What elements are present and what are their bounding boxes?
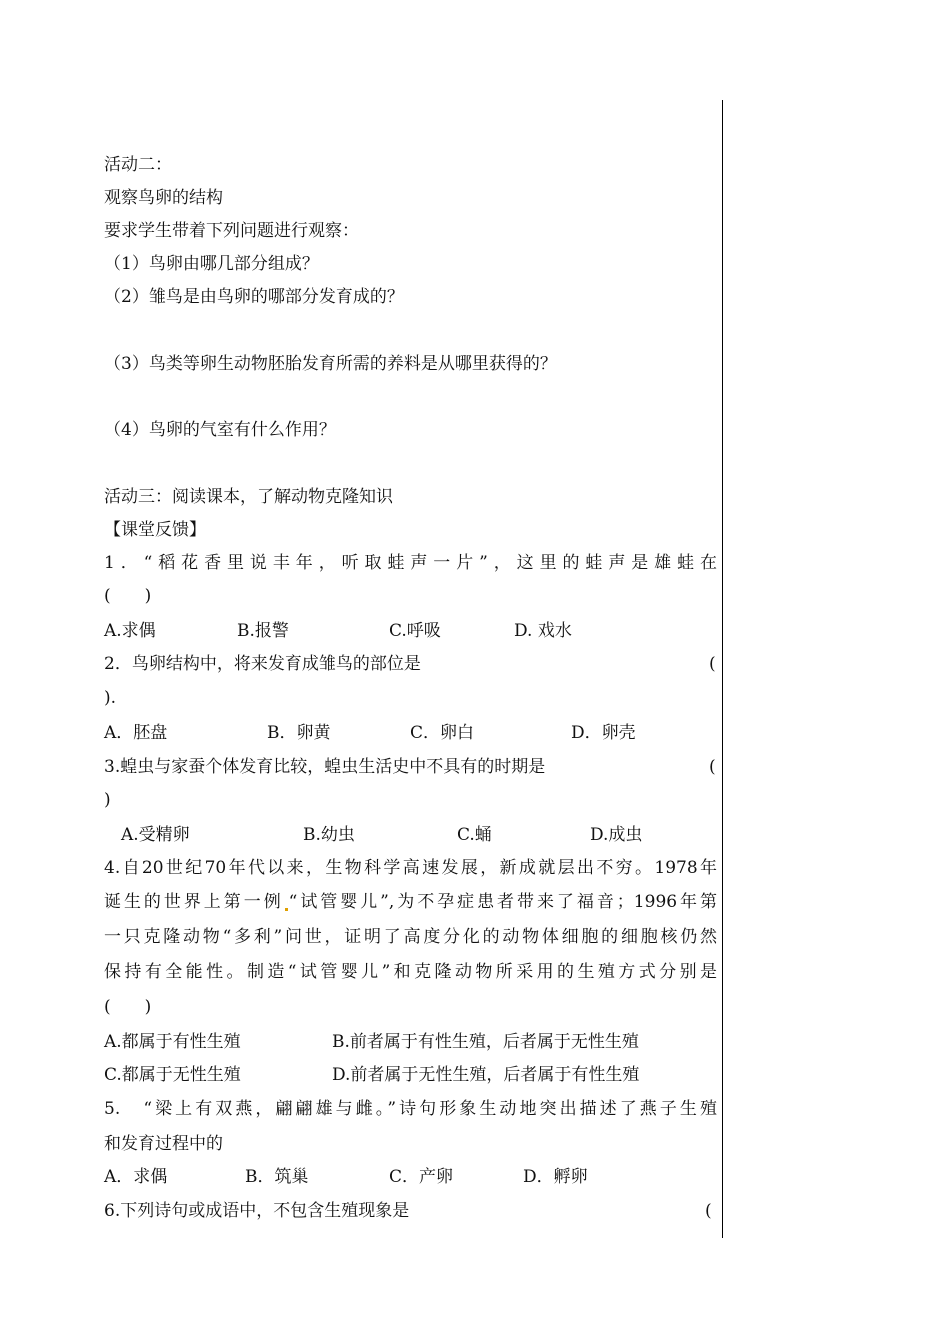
activity-2-title: 活动二： xyxy=(104,155,172,175)
question-2-stem: 2．鸟卵结构中，将来发育成雏鸟的部位是 xyxy=(104,654,421,674)
margin-rule xyxy=(722,100,723,1238)
question-1-option-c: C.呼吸 xyxy=(389,621,441,641)
question-3-option-c: C.蛹 xyxy=(457,825,492,845)
question-5-line-2: 和发育过程中的 xyxy=(104,1134,223,1154)
feedback-heading: 【课堂反馈】 xyxy=(104,520,206,540)
question-6-paren-open: ( xyxy=(705,1201,712,1221)
question-1-stem: 1．“稻花香里说丰年，听取蛙声一片”，这里的蛙声是雄蛙在 xyxy=(104,553,717,573)
question-5-option-a: A．求偶 xyxy=(104,1167,168,1187)
question-2-option-a: A．胚盘 xyxy=(104,723,168,743)
question-5-option-c: C．产卵 xyxy=(389,1167,454,1187)
question-3-stem: 3.蝗虫与家蚕个体发育比较，蝗虫生活史中不具有的时期是 xyxy=(104,757,546,777)
question-4-line-2-part-a: 诞生的世界上第一例 xyxy=(104,892,284,912)
question-4-line-2 xyxy=(104,891,717,913)
question-4-option-a: A.都属于有性生殖 xyxy=(104,1032,241,1052)
question-5-line-1: 5. “梁上有双燕，翩翩雄与雌。”诗句形象生动地突出描述了燕子生殖 xyxy=(104,1099,717,1119)
question-3-option-a: A.受精卵 xyxy=(121,825,190,845)
question-2-option-b: B．卵黄 xyxy=(267,723,331,743)
observation-question-2: （2）雏鸟是由鸟卵的哪部分发育成的？ xyxy=(104,287,404,307)
question-4-line-4: 保持有全能性。制造“试管婴儿”和克隆动物所采用的生殖方式分别是 xyxy=(104,962,717,982)
question-1-option-b: B.报警 xyxy=(237,621,289,641)
question-2-paren-open: ( xyxy=(709,654,716,674)
question-5-option-b: B．筑巢 xyxy=(245,1167,309,1187)
question-5-option-d: D．孵卵 xyxy=(523,1167,588,1187)
question-1-option-d: D. 戏水 xyxy=(514,621,572,641)
question-6-stem: 6.下列诗句或成语中，不包含生殖现象是 xyxy=(104,1201,410,1221)
question-2-paren-close: ). xyxy=(104,688,117,708)
question-4-line-2-part-b: “试管婴儿”,为不孕症患者带来了福音；1996年第 xyxy=(288,892,717,912)
question-4-option-c: C.都属于无性生殖 xyxy=(104,1065,241,1085)
question-4-bracket: ( ) xyxy=(104,997,152,1017)
question-4-option-d: D.前者属于无性生殖，后者属于有性生殖 xyxy=(332,1065,640,1085)
question-4-option-b: B.前者属于有性生殖，后者属于无性生殖 xyxy=(332,1032,639,1052)
question-3-paren-open: ( xyxy=(709,757,716,777)
question-4-line-1: 4.自20世纪70年代以来，生物科学高速发展，新成就层出不穷。1978年 xyxy=(104,858,717,878)
question-4-line-3: 一只克隆动物“多利”问世，证明了高度分化的动物体细胞的细胞核仍然 xyxy=(104,927,717,947)
highlight-mark xyxy=(285,908,288,911)
activity-2-instruction: 要求学生带着下列问题进行观察： xyxy=(104,221,359,241)
observation-question-4: （4）鸟卵的气室有什么作用？ xyxy=(104,420,336,440)
activity-3-title: 活动三：阅读课本，了解动物克隆知识 xyxy=(104,487,393,507)
question-1-bracket: ( ) xyxy=(104,586,152,606)
question-3-option-b: B.幼虫 xyxy=(303,825,355,845)
observation-question-3: （3）鸟类等卵生动物胚胎发育所需的养料是从哪里获得的？ xyxy=(104,354,557,374)
question-1-option-a: A.求偶 xyxy=(104,621,156,641)
question-3-paren-close: ) xyxy=(104,790,111,810)
observation-question-1: （1）鸟卵由哪几部分组成？ xyxy=(104,254,319,274)
activity-2-subtitle: 观察鸟卵的结构 xyxy=(104,188,223,208)
question-2-option-c: C．卵白 xyxy=(410,723,475,743)
question-3-option-d: D.成虫 xyxy=(590,825,643,845)
question-2-option-d: D．卵壳 xyxy=(571,723,636,743)
